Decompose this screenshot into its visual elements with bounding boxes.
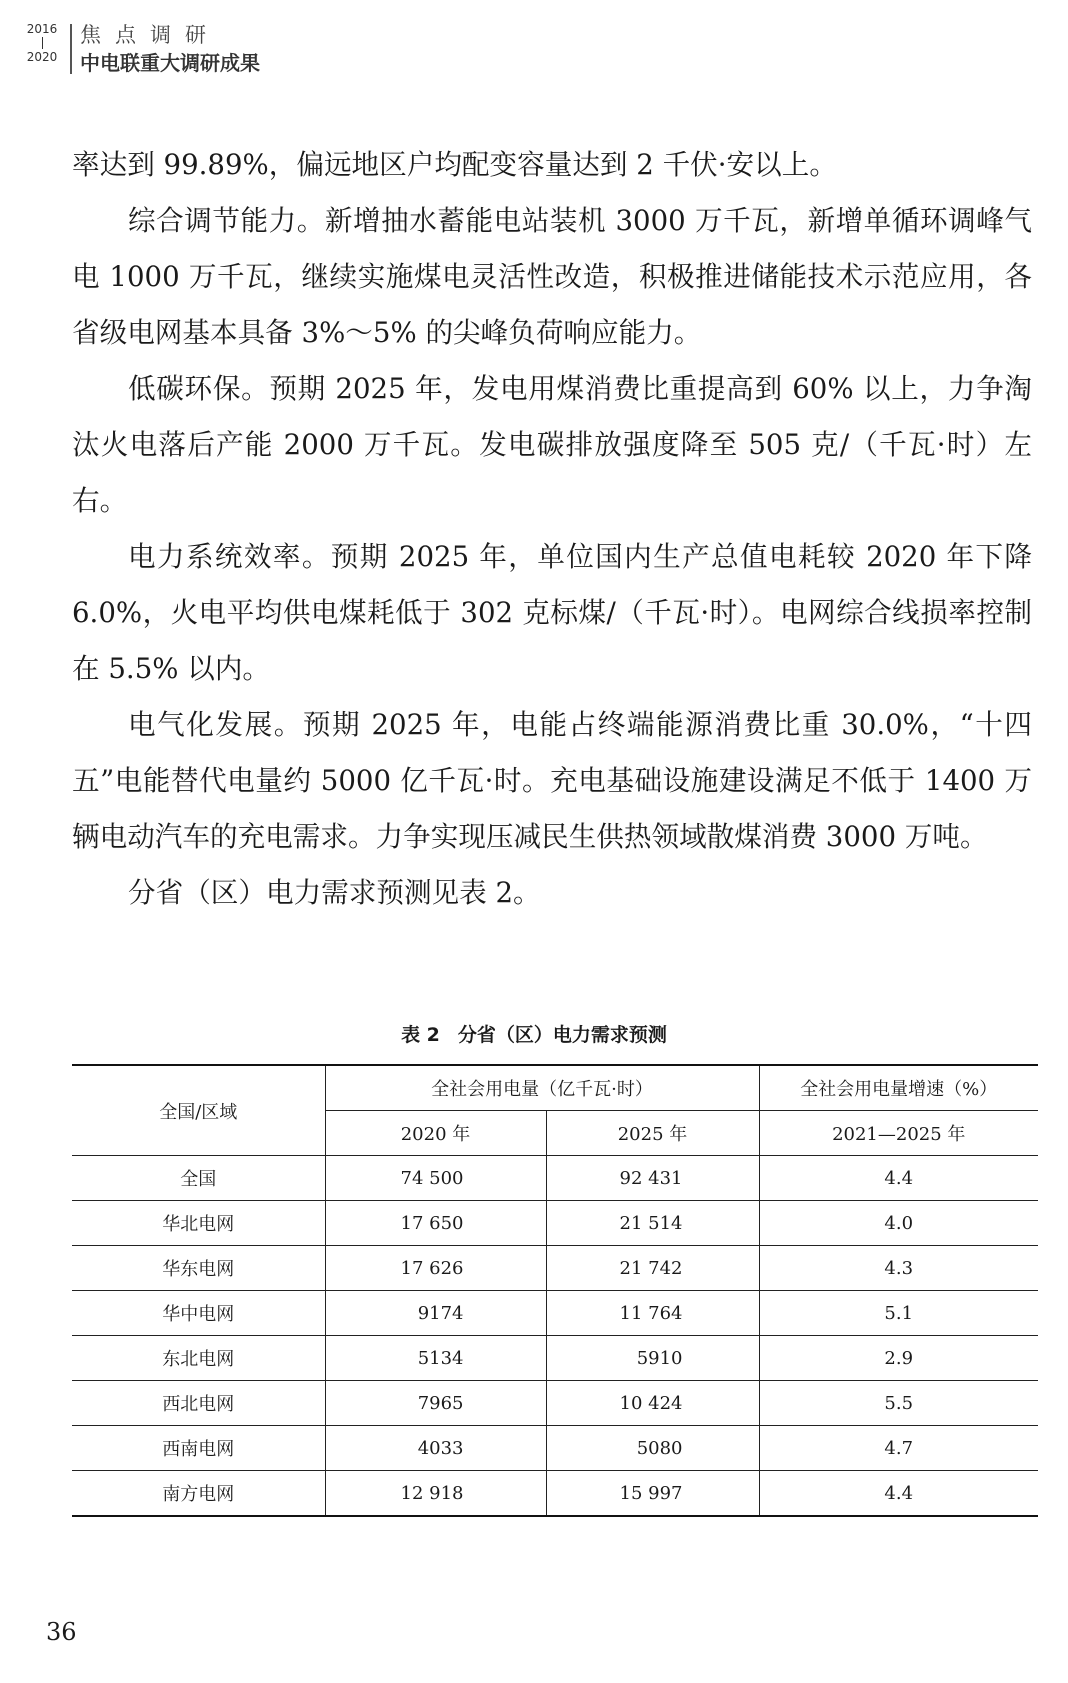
cell-region: 东北电网 [72,1336,325,1381]
cell-2025: 21 742 [546,1246,759,1291]
table-row [72,1291,1038,1336]
cell-2025: 11 764 [546,1291,759,1336]
cell-2020: 17 650 [325,1201,546,1246]
header-year-start: 2016 [26,22,58,36]
table-row [72,1201,1038,1246]
table-caption [0,1020,1068,1047]
header-section-title: 焦点调研 [80,23,220,47]
cell-growth: 5.1 [759,1291,1038,1336]
cell-growth: 4.0 [759,1201,1038,1246]
col-header-region: 全国/区域 [72,1065,325,1156]
cell-2020: 74 500 [325,1156,546,1201]
cell-region: 华东电网 [72,1246,325,1291]
table-row [72,1426,1038,1471]
body-text [72,137,1032,921]
table-row [72,1246,1038,1291]
header-publication-title: 中电联重大调研成果 [80,51,260,75]
cell-2025: 21 514 [546,1201,759,1246]
cell-2025: 5910 [546,1336,759,1381]
cell-region: 华中电网 [72,1291,325,1336]
table-row [72,1336,1038,1381]
cell-2020: 9174 [325,1291,546,1336]
col-subheader-2020: 2020 年 [325,1111,546,1156]
cell-growth: 2.9 [759,1336,1038,1381]
paragraph-regulation-capacity: 综合调节能力。新增抽水蓄能电站装机 3000 万千瓦，新增单循环调峰气电 1000 万千瓦，继续实施煤电灵活性改造，积极推进储能技术示范应用，各省级电网基本具备 3%～5% 的尖峰负荷响应能力。 [72,204,1032,349]
cell-2025: 92 431 [546,1156,759,1201]
cell-region: 南方电网 [72,1471,325,1517]
cell-2025: 10 424 [546,1381,759,1426]
page-number: 36 [46,1618,77,1646]
paragraph-continuation: 率达到 99.89%，偏远地区户均配变容量达到 2 千伏·安以上。 [72,148,837,181]
cell-2025: 15 997 [546,1471,759,1517]
header-vertical-rule [70,24,72,74]
paragraph-low-carbon: 低碳环保。预期 2025 年，发电用煤消费比重提高到 60% 以上，力争淘汰火电落后产能 2000 万千瓦。发电碳排放强度降至 505 克/（千瓦·时）左右。 [72,372,1032,517]
table-row [72,1381,1038,1426]
col-subheader-2025: 2025 年 [546,1111,759,1156]
col-header-consumption: 全社会用电量（亿千瓦·时） [325,1065,759,1111]
table-row [72,1471,1038,1517]
cell-2020: 7965 [325,1381,546,1426]
cell-growth: 4.3 [759,1246,1038,1291]
col-header-growth: 全社会用电量增速（%） [759,1065,1038,1111]
header-years [24,22,60,64]
paragraph-electrification: 电气化发展。预期 2025 年，电能占终端能源消费比重 30.0%，“十四五”电能替代电量约 5000 亿千瓦·时。充电基础设施建设满足不低于 1400 万辆电动汽车的充电需求。力争实现压减民生供热领域散煤消费 3000 万吨。 [72,708,1032,853]
paragraph-table-reference: 分省（区）电力需求预测见表 2。 [128,876,541,909]
cell-region: 西北电网 [72,1381,325,1426]
header-year-end: 2020 [26,50,58,64]
cell-2020: 4033 [325,1426,546,1471]
table-caption-number: 表 2 [401,1024,440,1046]
cell-2025: 5080 [546,1426,759,1471]
col-subheader-growth-period: 2021—2025 年 [759,1111,1038,1156]
cell-2020: 5134 [325,1336,546,1381]
cell-region: 西南电网 [72,1426,325,1471]
cell-growth: 4.7 [759,1426,1038,1471]
paragraph-system-efficiency: 电力系统效率。预期 2025 年，单位国内生产总值电耗较 2020 年下降 6.0%，火电平均供电煤耗低于 302 克标煤/（千瓦·时）。电网综合线损率控制在 5.5% 以内。 [72,540,1032,685]
cell-growth: 5.5 [759,1381,1038,1426]
cell-region: 全国 [72,1156,325,1201]
demand-forecast-table [72,1064,1038,1517]
cell-2020: 12 918 [325,1471,546,1517]
table-row [72,1156,1038,1201]
cell-growth: 4.4 [759,1156,1038,1201]
cell-region: 华北电网 [72,1201,325,1246]
header-year-divider [42,37,43,49]
table-caption-title: 分省（区）电力需求预测 [457,1024,667,1046]
cell-2020: 17 626 [325,1246,546,1291]
cell-growth: 4.4 [759,1471,1038,1517]
